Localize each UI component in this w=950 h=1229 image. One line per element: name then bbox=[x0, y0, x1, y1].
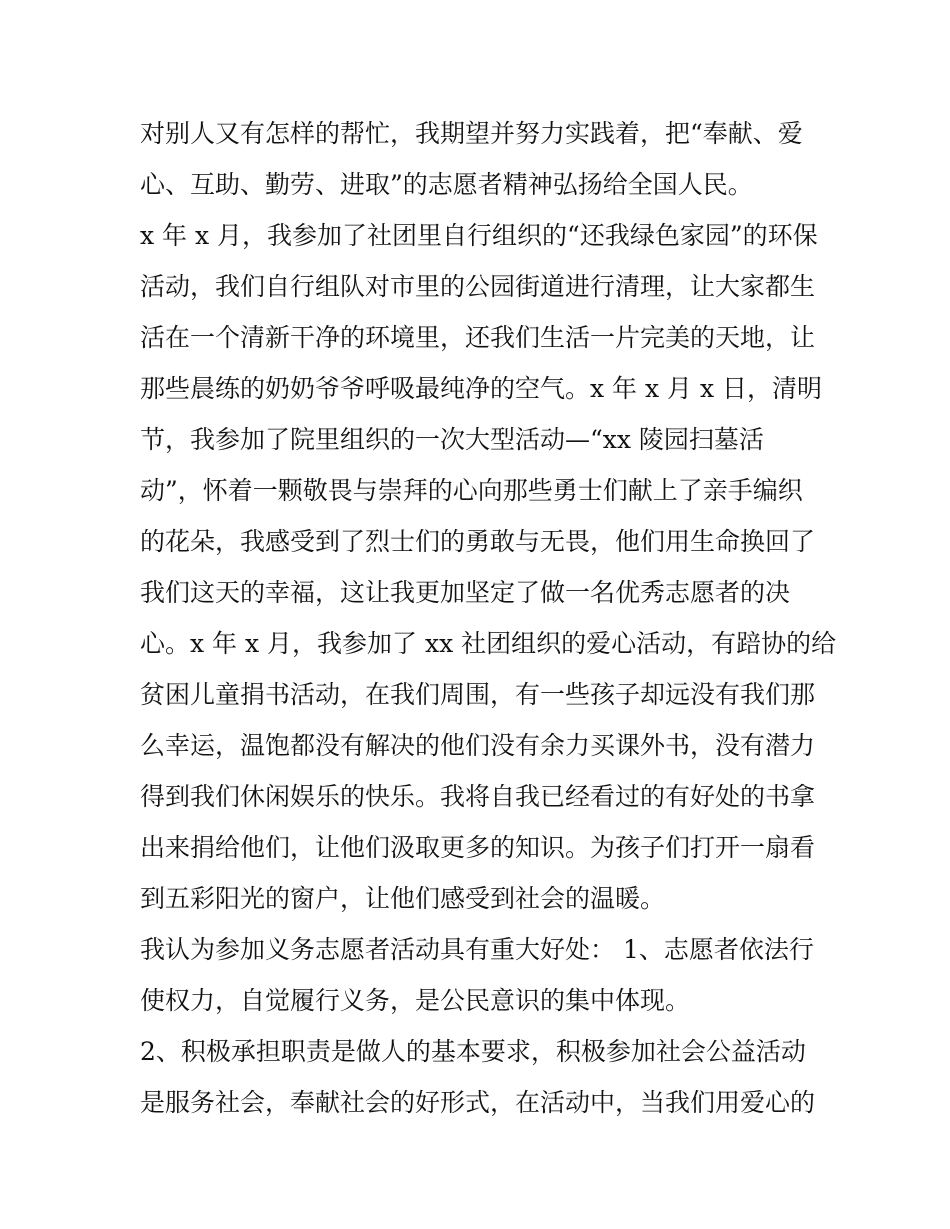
text-line: 的花朵，我感受到了烈士们的勇敢与无畏，他们用生命换回了 bbox=[140, 527, 816, 556]
body-text bbox=[140, 108, 837, 1128]
text-line: 我认为参加义务志愿者活动具有重大好处： 1、志愿者依法行 bbox=[140, 935, 814, 964]
text-line: 到五彩阳光的窗户，让他们感受到社会的温暖。 bbox=[140, 884, 666, 913]
text-line: 活在一个清新干净的环境里，还我们生活一片完美的天地，让 bbox=[140, 323, 816, 352]
text-line: 贫困儿童捐书活动，在我们周围，有一些孩子却远没有我们那 bbox=[140, 680, 816, 709]
text-line: 那些晨练的奶奶爷爷呼吸最纯净的空气。x 年 x 月 x 日，清明 bbox=[140, 374, 823, 403]
text-line: 2、积极承担职责是做人的基本要求，积极参加社会公益活动 bbox=[140, 1037, 806, 1066]
text-line: 使权力，自觉履行义务，是公民意识的集中体现。 bbox=[140, 986, 691, 1015]
text-line: 心。x 年 x 月，我参加了 xx 社团组织的爱心活动，有踣协的给 bbox=[140, 629, 837, 658]
text-line: 我们这天的幸福，这让我更加坚定了做一名优秀志愿者的决 bbox=[140, 578, 791, 607]
text-line: 节，我参加了院里组织的一次大型活动—“xx 陵园扫墓活 bbox=[140, 425, 764, 454]
text-line: 活动，我们自行组队对市里的公园街道进行清理，让大家都生 bbox=[140, 272, 816, 301]
text-line: 么幸运，温饱都没有解决的他们没有余力买课外书，没有潜力 bbox=[140, 731, 816, 760]
text-line: 出来捐给他们，让他们汲取更多的知识。为孩子们打开一扇看 bbox=[140, 833, 816, 862]
text-line: 心、互助、勤劳、进取”的志愿者精神弘扬给全国人民。 bbox=[140, 170, 753, 199]
text-line: 是服务社会，奉献社会的好形式，在活动中，当我们用爱心的 bbox=[140, 1088, 816, 1117]
text-line: 对别人又有怎样的帮忙，我期望并努力实践着，把“奉献、爱 bbox=[140, 119, 803, 148]
text-line: 动”，怀着一颗敬畏与崇拜的心向那些勇士们献上了亲手编织 bbox=[140, 476, 803, 505]
text-line: x 年 x 月，我参加了社团里自行组织的“还我绿色家园”的环保 bbox=[140, 221, 818, 250]
text-line: 得到我们休闲娱乐的快乐。我将自我已经看过的有好处的书拿 bbox=[140, 782, 816, 811]
